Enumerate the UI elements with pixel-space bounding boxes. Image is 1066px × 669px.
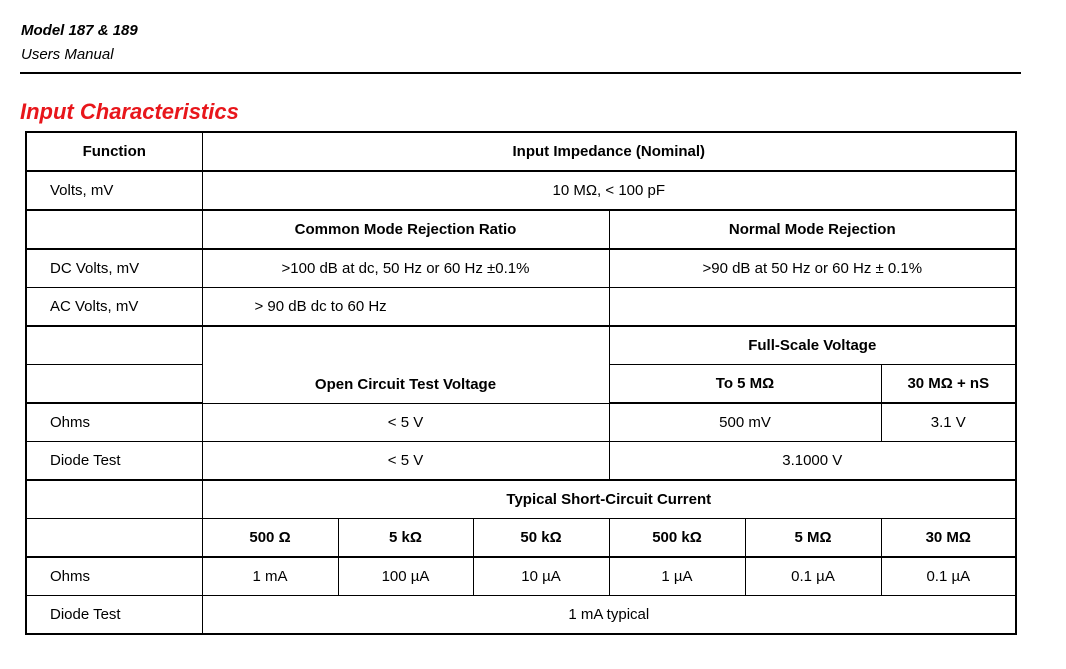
table-row: [26, 288, 1016, 327]
ohms-oc-value: < 5 V: [202, 403, 609, 442]
current-value: 1 µA: [609, 557, 745, 596]
to5-header: To 5 MΩ: [609, 365, 881, 404]
cmrr-header: Common Mode Rejection Ratio: [202, 210, 609, 249]
diode-oc-value: < 5 V: [202, 442, 609, 481]
ohms-to5-value: 500 mV: [609, 403, 881, 442]
diode-label: Diode Test: [26, 442, 202, 481]
diode2-label: Diode Test: [26, 596, 202, 635]
range-header: 500 kΩ: [609, 519, 745, 558]
empty-cell: [26, 210, 202, 249]
empty-cell: [26, 519, 202, 558]
dc-nmr-value: >90 dB at 50 Hz or 60 Hz ± 0.1%: [609, 249, 1016, 288]
fullscale-header: Full-Scale Voltage: [609, 326, 1016, 365]
volts-mv-label: Volts, mV: [26, 171, 202, 210]
table-row: [26, 249, 1016, 288]
nmr-header: Normal Mode Rejection: [609, 210, 1016, 249]
ohms-30-value: 3.1 V: [881, 403, 1016, 442]
range-header: 30 MΩ: [881, 519, 1016, 558]
range-header: 50 kΩ: [473, 519, 609, 558]
current-value: 100 µA: [338, 557, 473, 596]
dc-cmrr-value: >100 dB at dc, 50 Hz or 60 Hz ±0.1%: [202, 249, 609, 288]
empty-cell: [26, 326, 202, 365]
empty-cell: [26, 365, 202, 404]
thirty-header: 30 MΩ + nS: [881, 365, 1016, 404]
manual-model-title: Model 187 & 189: [21, 22, 138, 39]
oc-header-cell: [202, 326, 609, 403]
ohms-label: Ohms: [26, 403, 202, 442]
table-row: [26, 596, 1016, 635]
table-row: [26, 171, 1016, 210]
section-title: Input Characteristics: [20, 99, 239, 124]
empty-cell: [26, 480, 202, 519]
range-header: 5 MΩ: [745, 519, 881, 558]
dc-volts-label: DC Volts, mV: [26, 249, 202, 288]
current-value: 1 mA: [202, 557, 338, 596]
diode-fs-value: 3.1000 V: [609, 442, 1016, 481]
diode2-value: 1 mA typical: [202, 596, 1016, 635]
volts-mv-impedance: 10 MΩ, < 100 pF: [202, 171, 1016, 210]
table-row: [26, 480, 1016, 519]
table-row: [26, 210, 1016, 249]
range-header: 500 Ω: [202, 519, 338, 558]
table-row: [26, 557, 1016, 596]
range-header: 5 kΩ: [338, 519, 473, 558]
current-value: 0.1 µA: [881, 557, 1016, 596]
table-row: [26, 519, 1016, 558]
ac-cmrr-value: > 90 dB dc to 60 Hz: [202, 288, 609, 327]
oc-header: Open Circuit Test Voltage: [314, 375, 497, 393]
ohms2-label: Ohms: [26, 557, 202, 596]
table-row: [26, 403, 1016, 442]
ac-volts-label: AC Volts, mV: [26, 288, 202, 327]
function-header: Function: [26, 132, 202, 171]
short-circuit-header: Typical Short-Circuit Current: [202, 480, 1016, 519]
table-row: [26, 326, 1016, 365]
ac-nmr-value: [609, 288, 1016, 327]
table-row: [26, 132, 1016, 171]
header-divider: [20, 72, 1021, 74]
manual-subtitle: Users Manual: [21, 46, 114, 63]
impedance-header: Input Impedance (Nominal): [202, 132, 1016, 171]
current-value: 0.1 µA: [745, 557, 881, 596]
table-row: [26, 442, 1016, 481]
input-characteristics-table: [25, 131, 1017, 635]
current-value: 10 µA: [473, 557, 609, 596]
